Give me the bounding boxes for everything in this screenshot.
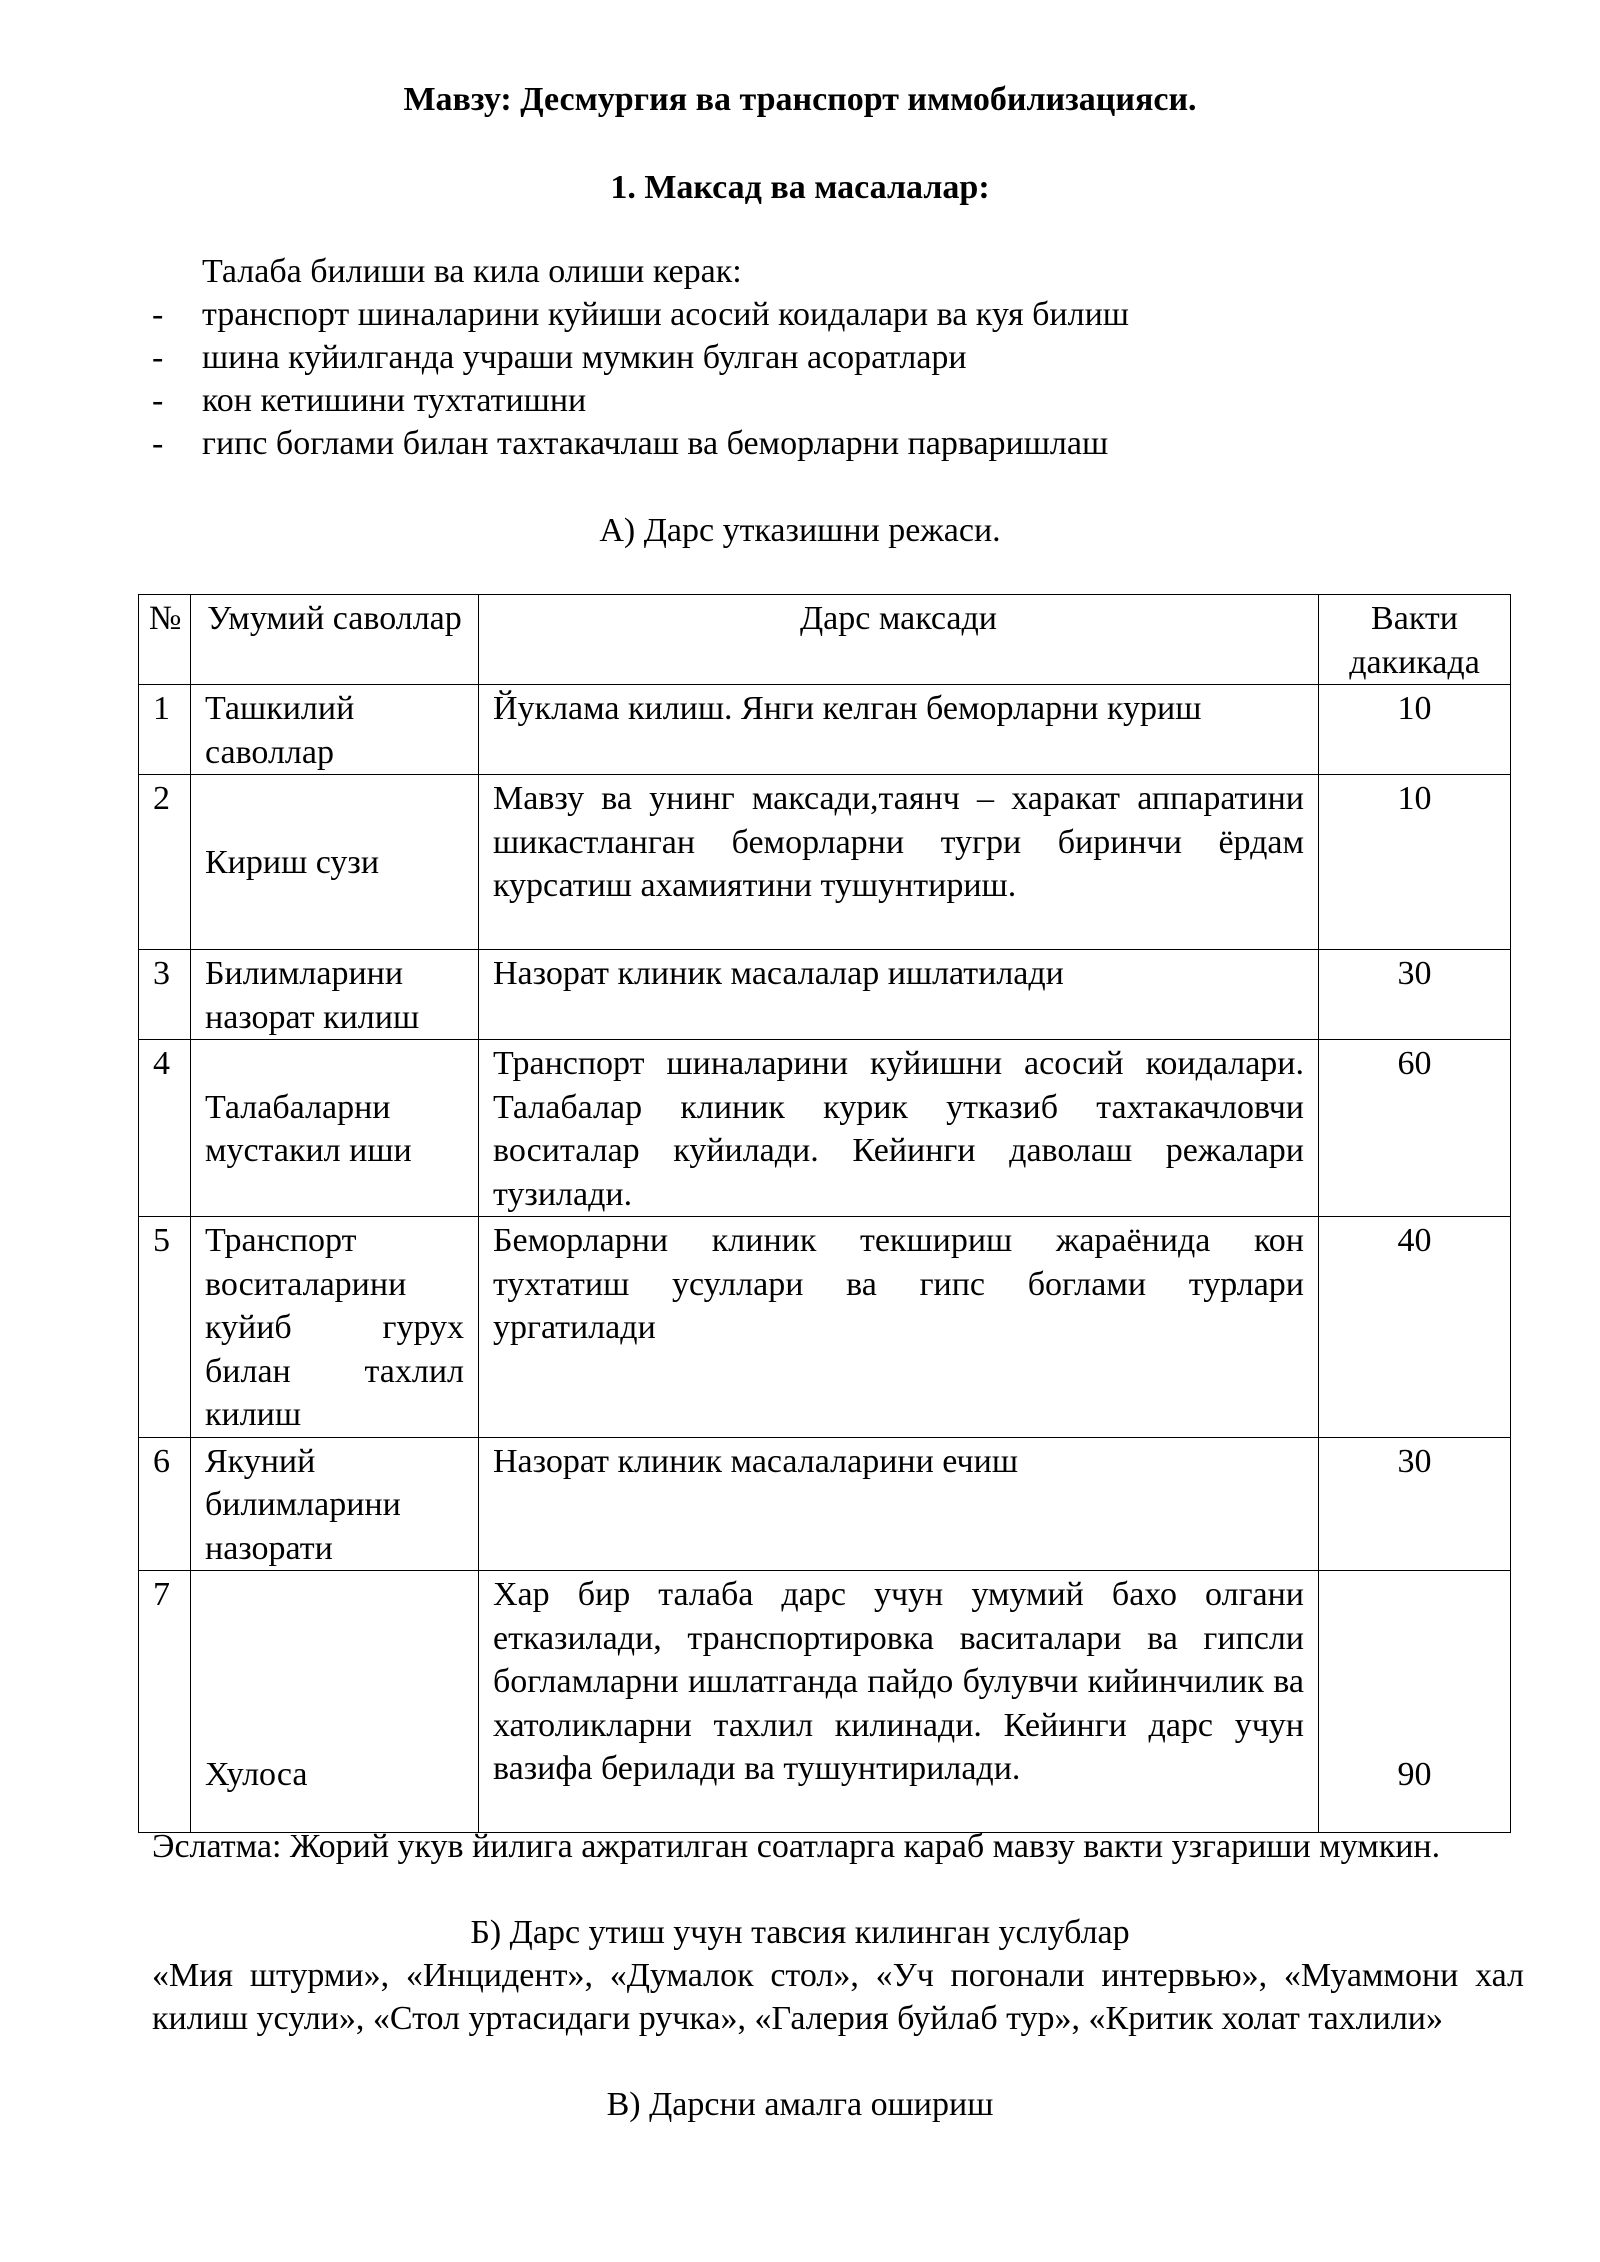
requirement-text: кон кетишини тухтатишни [202,382,587,419]
table-header-row [139,595,1511,685]
row-num: 6 [139,1437,191,1571]
row-question: Якуний билимларини назорати [191,1437,479,1571]
header-time: Вакти дакикада [1319,595,1511,685]
requirements-list [152,293,1129,465]
table-row [139,775,1511,950]
requirement-text: гипс боглами билан тахтакачлаш ва беморларни парваришлаш [202,425,1109,462]
row-time: 10 [1319,685,1511,775]
table-row [139,1571,1511,1833]
note-text: Эслатма: Жорий укув йилига ажратилган соатларга караб мавзу вакти узгариши мумкин. [152,1828,1441,1865]
row-time: 40 [1319,1217,1511,1438]
table-row [139,1437,1511,1571]
table-row [139,1040,1511,1217]
row-time: 10 [1319,775,1511,950]
table-row [139,950,1511,1040]
row-num: 7 [139,1571,191,1833]
list-item: - транспорт шиналарини куйиши асосий коидалари ва куя билиш [152,296,1129,333]
row-goal: Хар бир талаба дарс учун умумий бахо олгани етказилади, транспортировка васиталари ва гипсли богламларни ишлатганда пайдо булувчи кийинчилик ва хатоликларни тахлил килинади. Кейинги дарс учун вазифа берилади ва тушунтирилади. [479,1571,1319,1833]
row-goal: Йуклама килиш. Янги келган беморларни куриш [479,685,1319,775]
requirement-text: шина куйилганда учраши мумкин булган асоратлари [202,339,967,376]
row-num: 2 [139,775,191,950]
header-num: № [139,595,191,685]
methods-heading: Б) Дарс утиш учун тавсия килинган услублар [470,1914,1130,1951]
row-num: 1 [139,685,191,775]
list-item: - шина куйилганда учраши мумкин булган асоратлари [152,339,967,376]
row-goal: Мавзу ва унинг максади,таянч – харакат аппаратини шикастланган беморларни тугри биринчи ёрдам курсатиш ахамиятини тушунтириш. [479,775,1319,950]
plan-heading: А) Дарс утказишни режаси. [599,512,1001,549]
row-time: 30 [1319,1437,1511,1571]
row-goal: Беморларни клиник текшириш жараёнида кон тухтатиш усуллари ва гипс боглами турлари ургатилади [479,1217,1319,1438]
table-row [139,1217,1511,1438]
intro-text: Талаба билиши ва кила олиши керак: [202,253,742,290]
row-num: 5 [139,1217,191,1438]
row-goal: Транспорт шиналарини куйишни асосий коидалари. Талабалар клиник курик утказиб тахтакачловчи воситалар куйилади. Кейинги даволаш режалари тузилади. [479,1040,1319,1217]
row-question: Транспорт воситаларини куйиб гурух билан тахлил килиш [191,1217,479,1438]
table-row [139,685,1511,775]
row-num: 4 [139,1040,191,1217]
requirement-text: транспорт шиналарини куйиши асосий коидалари ва куя билиш [202,296,1129,333]
row-num: 3 [139,950,191,1040]
methods-text: «Мия штурми», «Инцидент», «Думалок стол», «Уч погонали интервью», «Муаммони хал килиш усули», «Стол уртасидаги ручка», «Галерия буйлаб тур», «Критик холат тахлили» [152,1957,1524,2037]
lesson-plan-table [138,594,1511,1833]
page-title: Мавзу: Десмургия ва транспорт иммобилизацияси. [403,81,1197,118]
row-time: 90 [1319,1571,1511,1833]
row-goal: Назорат клиник масалаларини ечиш [479,1437,1319,1571]
row-question: Кириш сузи [191,775,479,950]
header-questions: Умумий саволлар [191,595,479,685]
header-goal: Дарс максади [479,595,1319,685]
list-item: - гипс боглами билан тахтакачлаш ва беморларни парваришлаш [152,425,1109,462]
row-time: 60 [1319,1040,1511,1217]
list-item: - кон кетишини тухтатишни [152,382,587,419]
row-question: Ташкилий саволлар [191,685,479,775]
row-question: Билимларини назорат килиш [191,950,479,1040]
row-time: 30 [1319,950,1511,1040]
row-question: Хулоса [191,1571,479,1833]
row-question: Талабаларни мустакил иши [191,1040,479,1217]
row-goal: Назорат клиник масалалар ишлатилади [479,950,1319,1040]
implementation-heading: В) Дарсни амалга ошириш [606,2086,994,2123]
section-heading-goals: 1. Максад ва масалалар: [610,169,990,206]
